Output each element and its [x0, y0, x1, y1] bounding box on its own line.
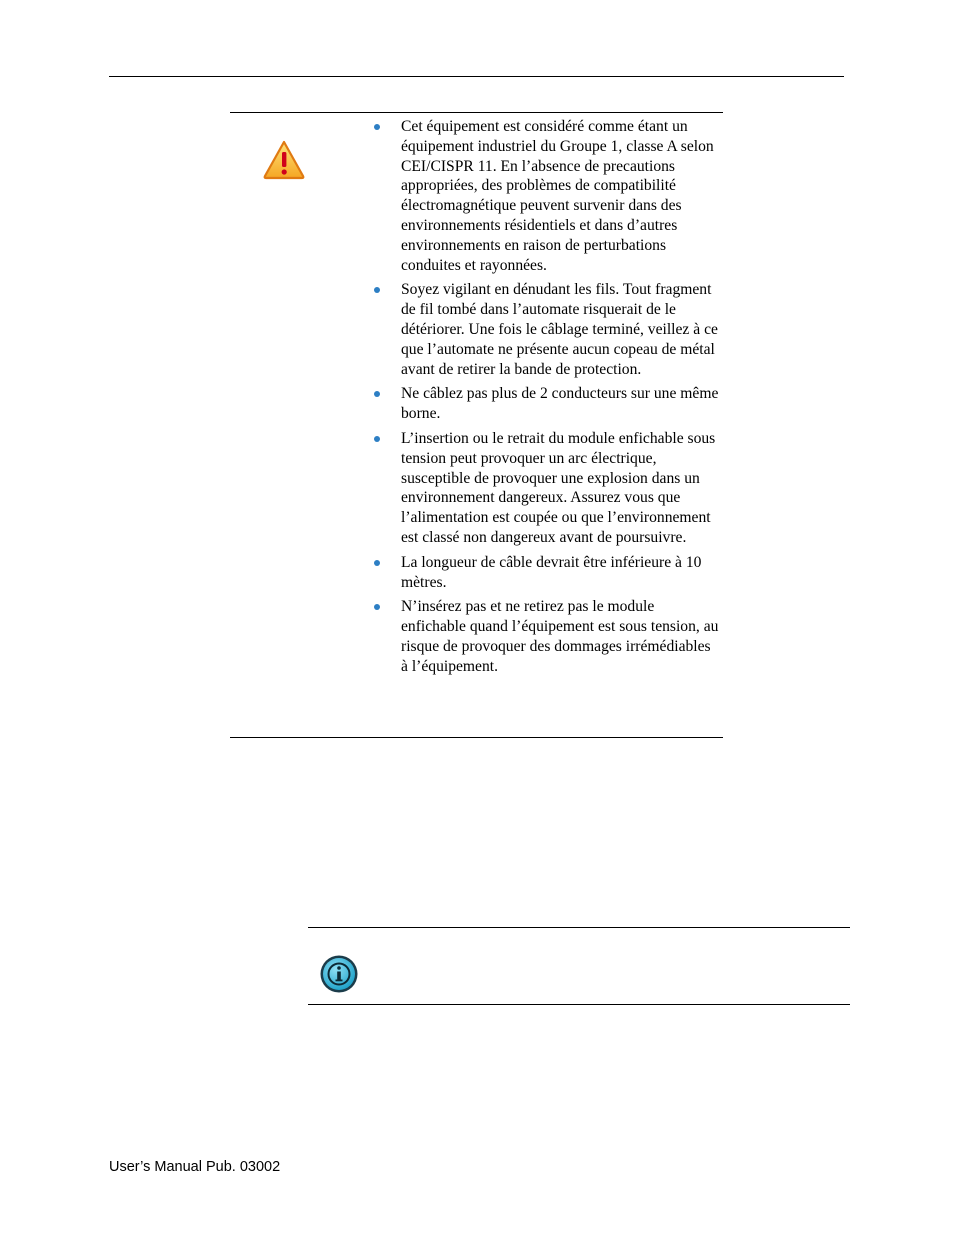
note-table: [308, 927, 850, 1005]
footer-text: User’s Manual Pub. 03002: [109, 1159, 281, 1175]
bullet-icon: [374, 436, 380, 442]
warning-list: [371, 117, 721, 682]
list-item: [371, 429, 721, 548]
warning-table: [230, 112, 723, 738]
list-item: [371, 280, 721, 379]
bullet-icon: [374, 287, 380, 293]
bullet-icon: [374, 560, 380, 566]
list-item-text: Soyez vigilant en dénudant les fils. Tout fragment de fil tombé dans l’automate risquerait de le détériorer. Une fois le câblage terminé, veillez à ce que l’automate ne présente aucun copeau de métal avant de retirer la bande de protection.: [401, 281, 718, 378]
list-item-text: Ne câblez pas plus de 2 conducteurs sur une même borne.: [401, 385, 719, 423]
bullet-icon: [374, 604, 380, 610]
list-item: [371, 597, 721, 676]
header-rule: [109, 76, 844, 77]
list-item: [371, 117, 721, 275]
list-item: [371, 384, 721, 424]
bullet-icon: [374, 391, 380, 397]
list-item-text: Cet équipement est considéré comme étant un équipement industriel du Groupe 1, classe A selon CEI/CISPR 11. En l’absence de precautions appropriées, des problèmes de compatibilité électromagnétique peuvent survenir dans des environnements résidentiels et dans d’autres environnements en raison de perturbations conduites et rayonnées.: [401, 118, 714, 274]
warning-triangle-icon: [262, 139, 306, 181]
list-item-text: La longueur de câble devrait être inférieure à 10 mètres.: [401, 553, 702, 591]
bullet-icon: [374, 124, 380, 130]
list-item: [371, 553, 721, 593]
list-item-text: L’insertion ou le retrait du module enfichable sous tension peut provoquer un arc électrique, susceptible de provoquer une explosion dans un environnement dangereux. Assurez vous que l’alimentation est coupée ou que l’environnement est classé non dangereux avant de poursuivre.: [401, 429, 716, 546]
info-icon: [319, 954, 359, 994]
list-item-text: N’insérez pas et ne retirez pas le module enfichable quand l’équipement est sous tension, au risque de provoquer des dommages irrémédiables à l’équipement.: [401, 598, 719, 675]
